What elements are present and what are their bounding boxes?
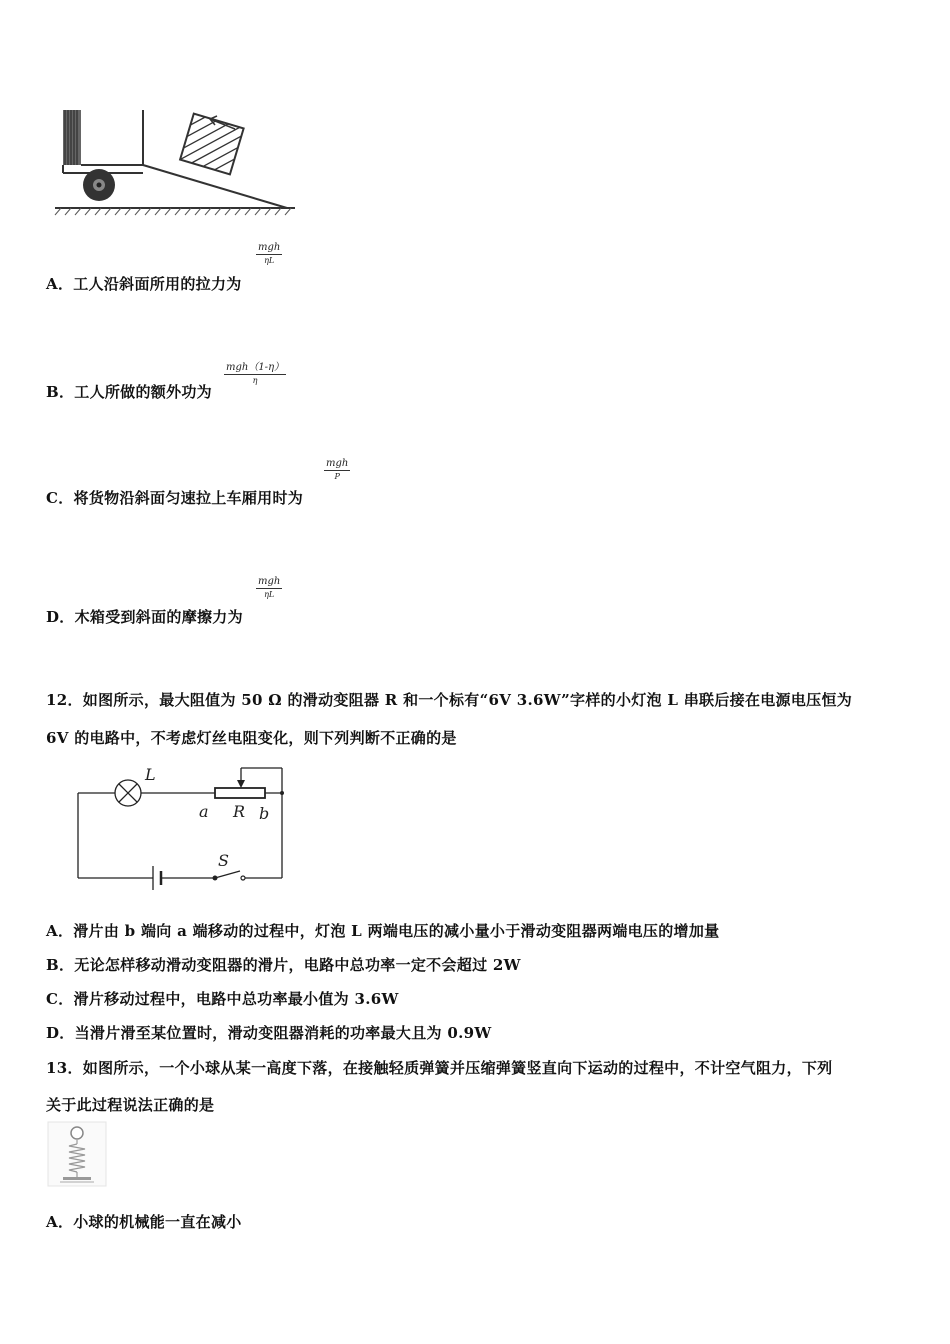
rheostat-icon [215, 788, 265, 798]
ball-icon [71, 1127, 83, 1139]
q11-option-a: A．工人沿斜面所用的拉力为 [46, 275, 242, 293]
formula-d-numerator: mgh [258, 576, 281, 587]
formula-a [256, 243, 282, 265]
formula-d-denominator: ηL [264, 590, 275, 599]
formula-b-denominator: η [252, 376, 258, 385]
q12-option-a: A．滑片由 b 端向 a 端移动的过程中，灯泡 L 两端电压的减小量小于滑动变阻器两端电压的增加量 [46, 922, 720, 940]
formula-c-numerator: mgh [326, 458, 349, 469]
formula-c-denominator: P [334, 472, 340, 481]
label-r: R [233, 802, 246, 821]
formula-d [256, 577, 282, 599]
q12-option-c: C．滑片移动过程中，电路中总功率最小值为 3.6W [46, 990, 399, 1008]
q12-option-d: D．当滑片滑至某位置时，滑动变阻器消耗的功率最大且为 0.9W [46, 1024, 492, 1042]
formula-c [324, 459, 350, 481]
label-lamp: L [145, 765, 156, 784]
q13-stem-line2: 关于此过程说法正确的是 [46, 1096, 215, 1114]
q12-stem-line1: 12．如图所示，最大阻值为 50 Ω 的滑动变阻器 R 和一个标有“6V 3.6W”字样的小灯泡 L 串联后接在电源电压恒为 [46, 691, 853, 709]
label-a: a [199, 802, 209, 821]
formula-b-numerator: mgh（1-η） [226, 362, 285, 373]
spring-ball-figure [48, 1122, 106, 1186]
label-switch: S [218, 851, 229, 870]
formula-a-denominator: ηL [264, 256, 275, 265]
formula-a-numerator: mgh [258, 242, 281, 253]
formula-b [224, 363, 286, 385]
q13-stem-line1: 13．如图所示，一个小球从某一高度下落，在接触轻质弹簧并压缩弹簧竖直向下运动的过程中，不计空气阻力，下列 [46, 1059, 833, 1077]
q13-option-a: A．小球的机械能一直在减小 [46, 1213, 242, 1231]
truck-ramp-figure [55, 105, 300, 220]
label-b: b [259, 804, 270, 823]
circuit-figure [75, 763, 290, 888]
q11-option-d: D．木箱受到斜面的摩擦力为 [46, 608, 243, 626]
q12-option-b: B．无论怎样移动滑动变阻器的滑片，电路中总功率一定不会超过 2W [46, 956, 521, 974]
q12-stem-line2: 6V 的电路中，不考虑灯丝电阻变化，则下列判断不正确的是 [46, 729, 457, 747]
q11-option-b: B．工人所做的额外功为 [46, 383, 212, 401]
q11-option-c: C．将货物沿斜面匀速拉上车厢用时为 [46, 489, 304, 507]
